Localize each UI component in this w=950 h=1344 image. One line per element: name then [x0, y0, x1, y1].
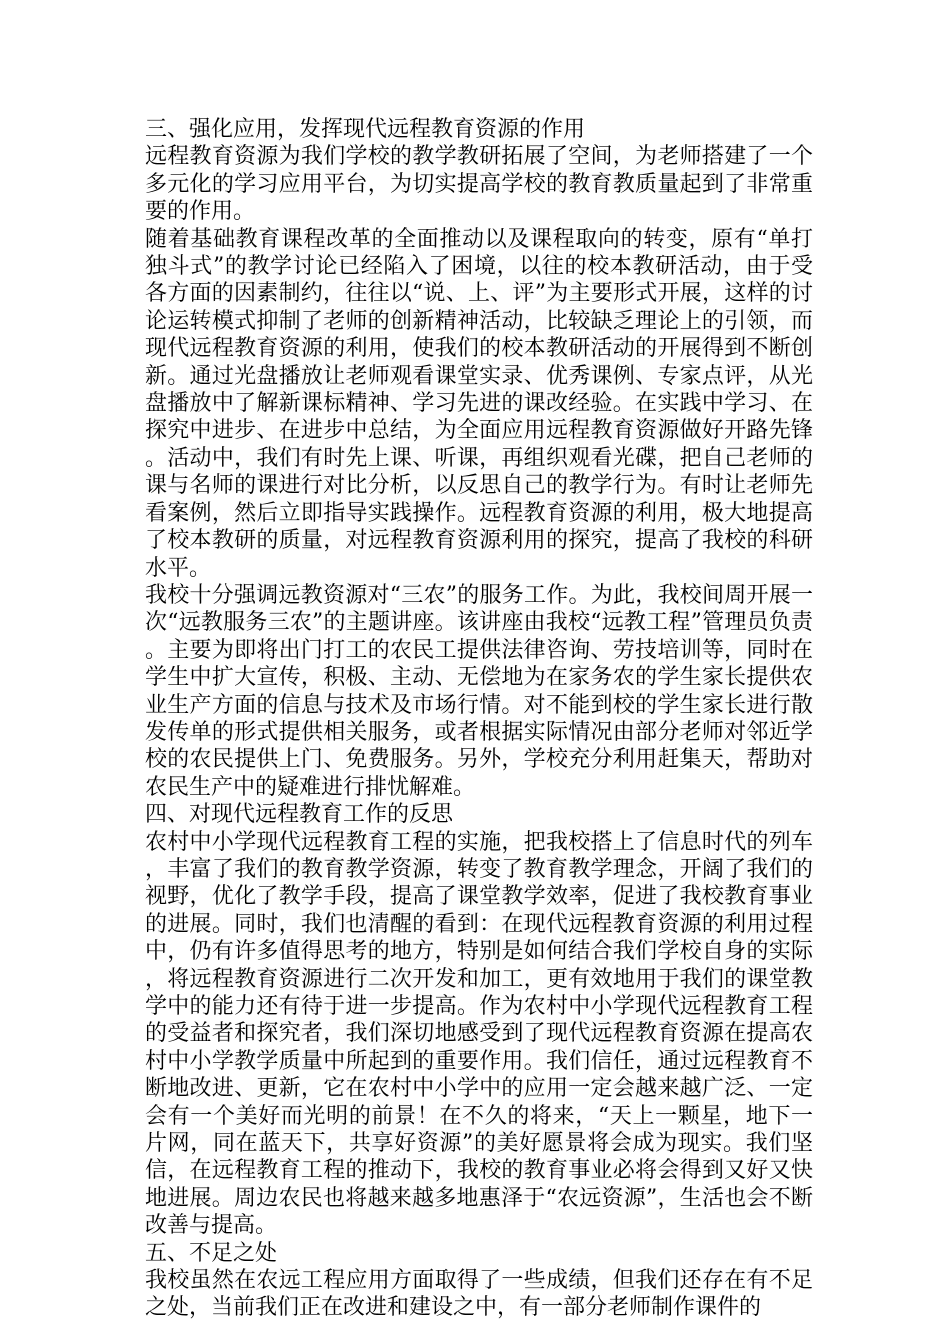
section-3-paragraph-1: 远程教育资源为我们学校的教学教研拓展了空间，为老师搭建了一个多元化的学习应用平台，为切实提高学校的教育教质量起到了非常重要的作用。	[145, 144, 813, 225]
section-5-heading: 五、不足之处	[145, 1240, 278, 1266]
section-3-paragraph-2: 随着基础教育课程改革的全面推动以及课程取向的转变，原有“单打独斗式”的教学讨论已经陷入了困境，以往的校本教研活动，由于受各方面的因素制约，往往以“说、上、评”为主要形式开展，这样的讨论运转模式抑制了老师的创新精神活动，比较缺乏理论上的引领，而现代远程教育资源的利用，使我们的校本教研活动的开展得到不断创新。通过光盘播放让老师观看课堂实录、优秀课例、专家点评，从光盘播放中了解新课标精神、学习先进的课改经验。在实践中学习、在探究中进步、在进步中总结，为全面应用远程教育资源做好开路先锋。活动中，我们有时先上课、听课，再组织观看光碟，把自己老师的课与名师的课进行对比分析，以反思自己的教学行为。有时让老师先看案例，然后立即指导实践操作。远程教育资源的利用，极大地提高了校本教研的质量，对远程教育资源利用的探究，提高了我校的科研水平。	[145, 226, 813, 581]
section-4-paragraph-1: 农村中小学现代远程教育工程的实施，把我校搭上了信息时代的列车，丰富了我们的教育教学资源，转变了教育教学理念，开阔了我们的视野，优化了教学手段，提高了课堂教学效率，促进了我校教育事业的进展。同时，我们也清醒的看到：在现代远程教育资源的利用过程中，仍有许多值得思考的地方，特别是如何结合我们学校自身的实际，将远程教育资源进行二次开发和加工，更有效地用于我们的课堂教学中的能力还有待于进一步提高。作为农村中小学现代远程教育工程的受益者和探究者，我们深切地感受到了现代远程教育资源在提高农村中小学教学质量中所起到的重要作用。我们信任，通过远程教育不断地改进、更新，它在农村中小学中的应用一定会越来越广泛、一定会有一个美好而光明的前景！在不久的将来，“天上一颗星，地下一片网，同在蓝天下，共享好资源”的美好愿景将会成为现实。我们坚信，在远程教育工程的推动下，我校的教育事业必将会得到又好又快地进展。周边农民也将越来越多地惠泽于“农远资源”，生活也会不断改善与提高。	[145, 829, 813, 1239]
section-5-paragraph-1: 我校虽然在农远工程应用方面取得了一些成绩，但我们还存在有不足之处，当前我们正在改进和建设之中，有一部分老师制作课件的	[145, 1268, 813, 1321]
section-3-heading: 三、强化应用，发挥现代远程教育资源的作用	[145, 117, 586, 142]
section-3-paragraph-3: 我校十分强调远教资源对“三农”的服务工作。为此，我校间周开展一次“远教服务三农”的主题讲座。该讲座由我校“远教工程”管理员负责。主要为即将出门打工的农民工提供法律咨询、劳技培训等，同时在学生中扩大宣传，积极、主动、无偿地为在家务农的学生家长提供农业生产方面的信息与技术及市场行情。对不能到校的学生家长进行散发传单的形式提供相关服务，或者根据实际情况由部分老师对邻近学校的农民提供上门、免费服务。另外，学校充分利用赶集天，帮助对农民生产中的疑难进行排忧解难。	[145, 582, 813, 800]
document-body	[145, 116, 813, 1322]
section-4-heading: 四、对现代远程教育工作的反思	[145, 802, 454, 828]
